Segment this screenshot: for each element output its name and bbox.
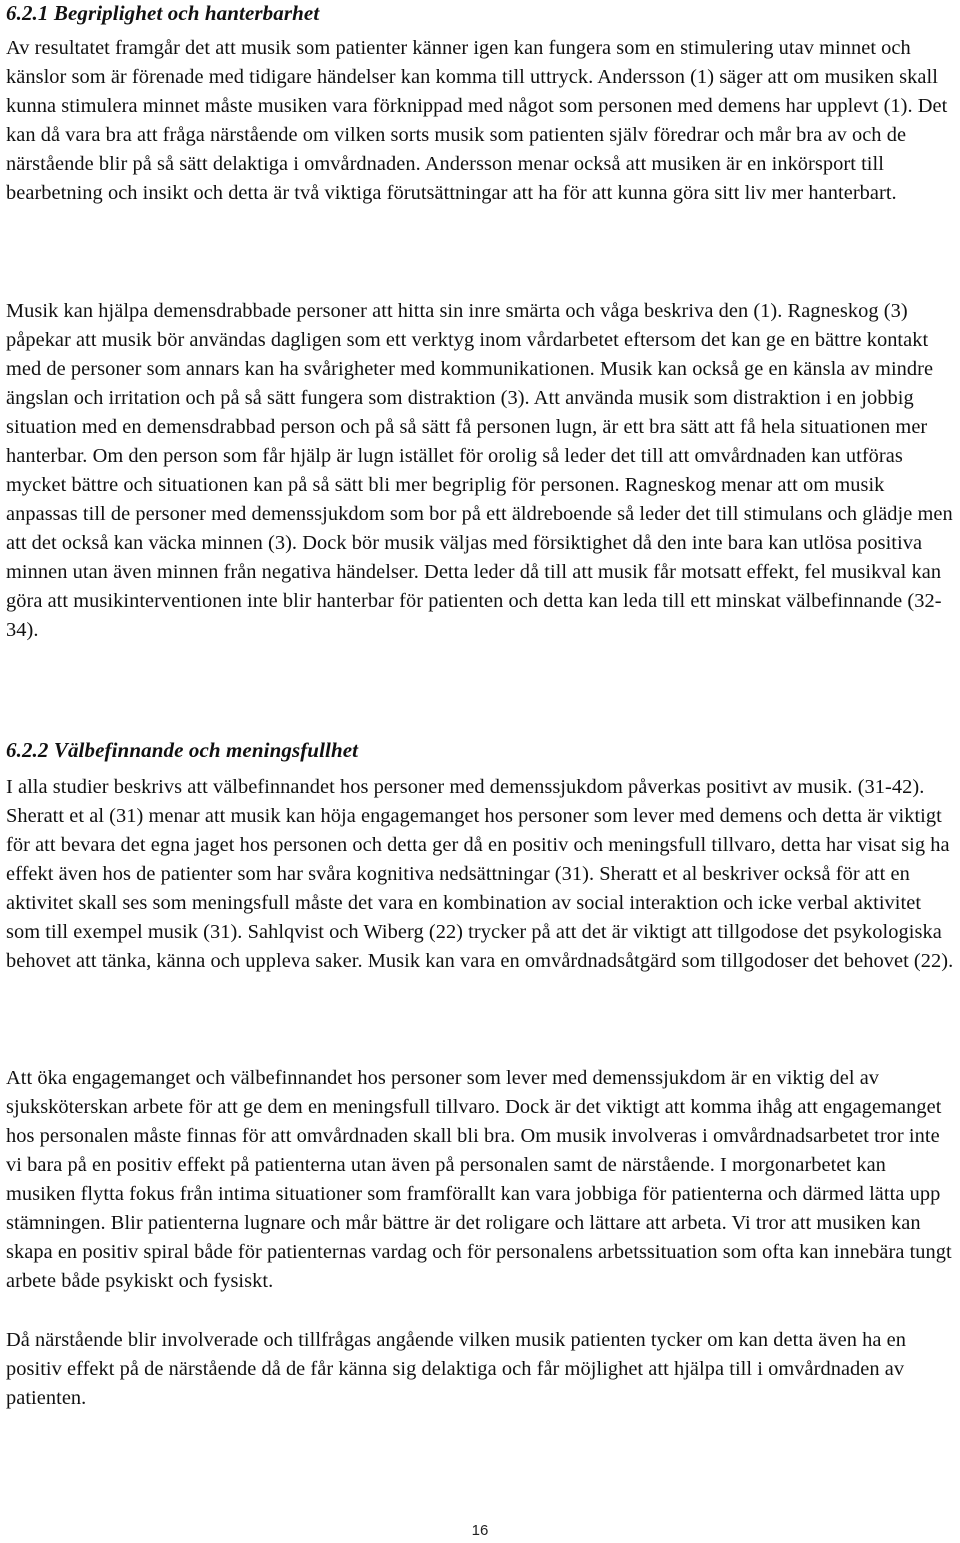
paragraph: I alla studier beskrivs att välbefinnandet hos personer med demenssjukdom påverkas positivt av musik. (31-42). Sheratt et al (31) menar att musik kan höja engagemanget hos personer som lever med demens och detta är viktigt för att bevara det egna jaget hos personen och detta ger då en positiv och meningsfull tillvaro, detta har visat sig ha effekt även hos de patienter som har svåra kognitiva nedsättningar (31). Sheratt et al beskriver också för att en aktivitet skall ses som meningsfull måste det vara en kombination av social interaktion och icke verbal aktivitet som till exempel musik (31). Sahlqvist och Wiberg (22) trycker på att det är viktigt att tillgodose det psykologiska behovet att tänka, känna och uppleva saker. Musik kan vara en omvårdnadsåtgärd som tillgodoser det behovet (22). [6,776,954,972]
paragraph: Då närstående blir involverade och tillfrågas angående vilken musik patienten tycker om kan detta även ha en positiv effekt på de närstående då de får känna sig delaktiga och får möjlighet att hjälpa till i omvårdnaden av patienten. [6,1329,906,1409]
page-number: 16 [471,1522,489,1539]
paragraph: Musik kan hjälpa demensdrabbade personer att hitta sin inre smärta och våga beskriva den (1). Ragneskog (3) påpekar att musik bör användas dagligen som ett verktyg inom vårdarbetet eftersom det kan ge en bättre kontakt med de personer som annars kan ha svårigheter med kommunikationen. Musik kan också ge en känsla av mindre ängslan och irritation och på så sätt fungera som distraktion (3). Att använda musik som distraktion i en jobbig situation med en demensdrabbad person och på så sätt få personen lugn, är ett bra sätt att få hela situationen mer hanterbar. Om den person som får hjälp är lugn istället för orolig så leder det till att omvårdnaden kan utföras mycket bättre och situationen kan på så sätt bli mer begriplig för personen. Ragneskog menar att om musik anpassas till de personer med demenssjukdom som bor på ett äldreboende så leder det till stimulans och glädje men att det också kan väcka minnen (3). Dock bör musik väljas med försiktighet då den inte bara kan utlösa positiva minnen utan även minnen från negativa händelser. Detta leder då till att musik får motsatt effekt, fel musikval kan göra att musikinterventionen inte blir hanterbar för patienten och detta kan leda till ett minskat välbefinnande (32-34). [6,300,953,641]
paragraph: Av resultatet framgår det att musik som patienter känner igen kan fungera som en stimulering utav minnet och känslor som är förenade med tidigare händelser kan komma till uttryck. Andersson (1) säger att om musiken skall kunna stimulera minnet måste musiken vara förknippad med något som personen med demens har upplevt (1). Det kan då vara bra att fråga närstående om vilken sorts musik som patienten själv föredrar och mår bra av och de närstående blir på så sätt delaktiga i omvårdnaden. Andersson menar också att musiken är en inkörsport till bearbetning och insikt och detta är två viktiga förutsättningar att ha för att kunna göra sitt liv mer hanterbart. [6,37,948,204]
section-heading-begriplighet: 6.2.1 Begriplighet och hanterbarhet [6,1,320,25]
paragraph: Att öka engagemanget och välbefinnandet hos personer som lever med demenssjukdom är en viktig del av sjuksköterskan arbete för att ge dem en meningsfull tillvaro. Dock är det viktigt att komma ihåg att engagemanget hos personalen måste finnas för att omvårdnaden skall bli bra. Om musik involveras i omvårdnadsarbetet tror inte vi bara på en positiv effekt på patienterna utan även på personalen samt de närstående. I morgonarbetet kan musiken flytta fokus från intima situationer som framförallt kan vara jobbiga för patienterna och därmed lätta upp stämningen. Blir patienterna lugnare och mår bättre är det roligare och lättare att arbeta. Vi tror att musiken kan skapa en positiv spiral både för patienternas vardag och för personalens arbetssituation som ofta kan innebära tungt arbete både psykiskt och fysiskt. [6,1067,952,1292]
section-heading-valbefinnande: 6.2.2 Välbefinnande och meningsfullhet [6,738,359,762]
